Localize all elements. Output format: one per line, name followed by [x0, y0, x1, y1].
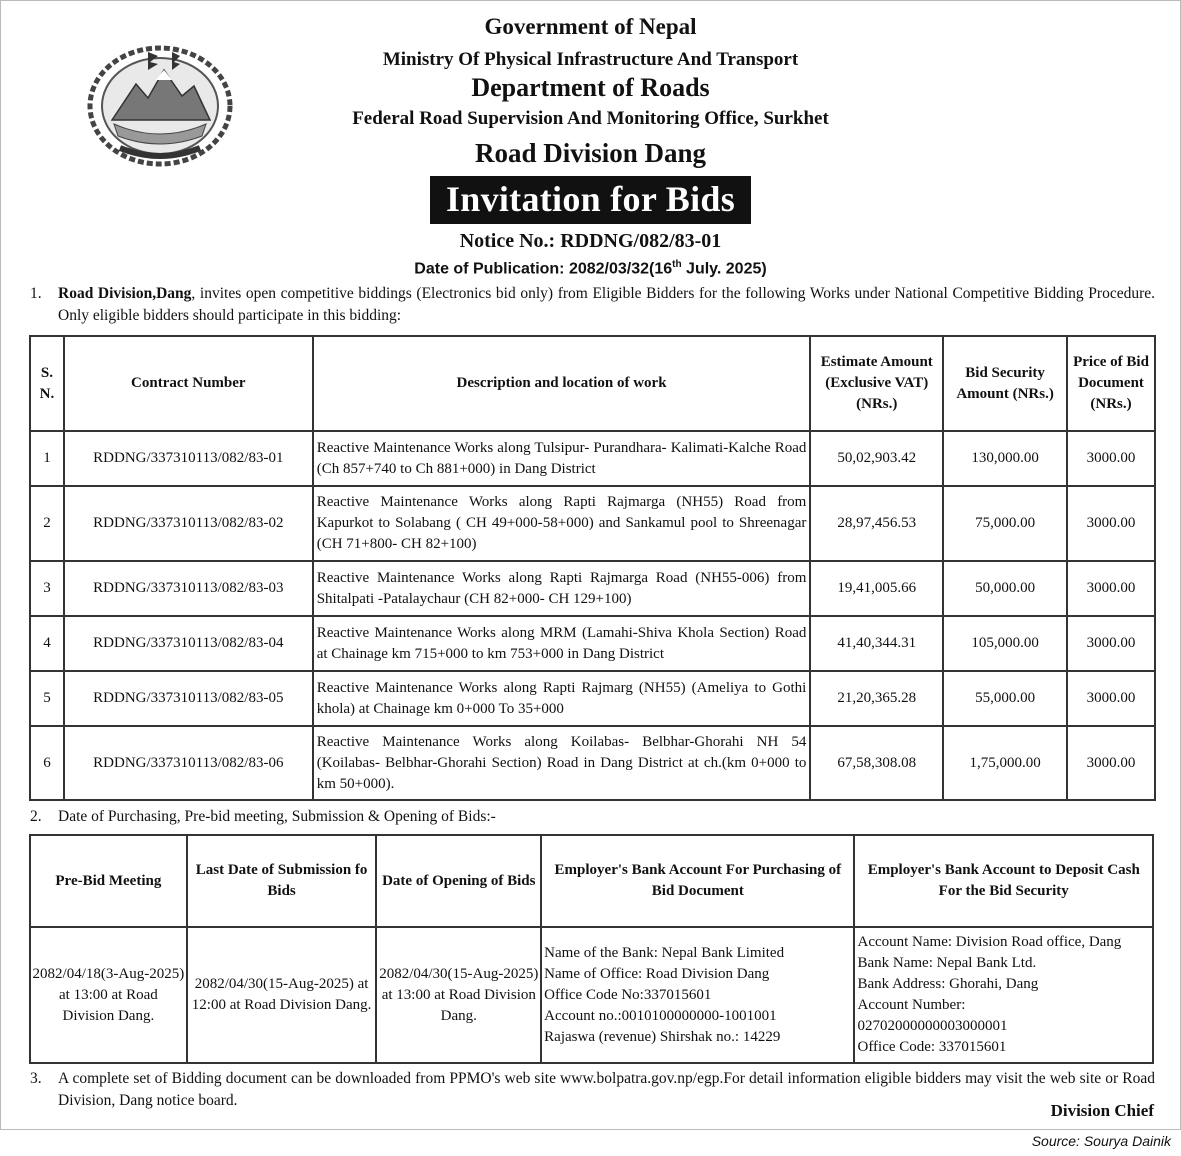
row-price: 3000.00 [1067, 431, 1155, 486]
header-sn: S. N. [30, 336, 64, 431]
row-estimate: 67,58,308.08 [810, 726, 943, 800]
row-sn: 6 [30, 726, 64, 800]
header-bid-security: Bid Security Amount (NRs.) [943, 336, 1067, 431]
office-heading: Federal Road Supervision And Monitoring Office, Surkhet [352, 108, 829, 129]
section-1 [30, 283, 1155, 329]
row-estimate: 28,97,456.53 [810, 486, 943, 561]
row-description: Reactive Maintenance Works along Rapti Rajmarga Road (NH55-006) from Shitalpati -Patalaychaur (CH 82+000- CH 129+100) [313, 561, 811, 616]
section-2 [30, 806, 1155, 828]
table-row [30, 561, 1155, 616]
table-row [30, 671, 1155, 726]
row-estimate: 50,02,903.42 [810, 431, 943, 486]
source-credit: Source: Sourya Dainik [1031, 1133, 1171, 1149]
ministry-heading: Ministry Of Physical Infrastructure And Transport [382, 49, 799, 70]
division-heading: Road Division Dang [474, 138, 707, 168]
row-description: Reactive Maintenance Works along MRM (Lamahi-Shiva Khola Section) Road at Chainage km 715+000 to km 753+000 in Dang District [313, 616, 811, 671]
row-security: 130,000.00 [943, 431, 1067, 486]
works-table-header [30, 336, 1155, 431]
table-row [30, 486, 1155, 561]
row-contract: RDDNG/337310113/082/83-05 [64, 671, 313, 726]
publication-date-sup: th [672, 259, 682, 270]
row-security: 105,000.00 [943, 616, 1067, 671]
header-estimate-amount: Estimate Amount (Exclusive VAT) (NRs.) [810, 336, 943, 431]
publication-date [0, 259, 1181, 278]
opening-date-cell: 2082/04/30(15-Aug-2025) at 13:00 at Road Division Dang. [376, 927, 541, 1063]
row-price: 3000.00 [1067, 561, 1155, 616]
header-description: Description and location of work [313, 336, 811, 431]
table-row [30, 431, 1155, 486]
purchase-account-line: Name of the Bank: Nepal Bank Limited [544, 944, 785, 961]
security-account-line: Bank Name: Nepal Bank Ltd. [857, 955, 1037, 971]
row-security: 55,000.00 [943, 671, 1067, 726]
row-contract: RDDNG/337310113/082/83-03 [64, 561, 313, 616]
security-account-cell [854, 927, 1153, 1063]
header-purchase-account: Employer's Bank Account For Purchasing of Bid Document [541, 835, 854, 927]
row-sn: 1 [30, 431, 64, 486]
row-description: Reactive Maintenance Works along Rapti Rajmarga (NH55) Road from Kapurkot to Solabang ( CH 49+000-58+000) and Sankamul pool to Shreenagar (CH 71+800- CH 82+100) [313, 486, 811, 561]
row-description: Reactive Maintenance Works along Rapti Rajmarg (NH55) (Ameliya to Gothi khola) at Chainage km 0+000 To 35+000 [313, 671, 811, 726]
row-sn: 2 [30, 486, 64, 561]
row-price: 3000.00 [1067, 486, 1155, 561]
signature-division-chief: Division Chief [1050, 1101, 1154, 1120]
works-table [29, 335, 1156, 801]
prebid-date-cell: 2082/04/18(3-Aug-2025) at 13:00 at Road Division Dang. [30, 927, 187, 1063]
row-sn: 4 [30, 616, 64, 671]
row-sn: 3 [30, 561, 64, 616]
row-security: 1,75,000.00 [943, 726, 1067, 800]
row-estimate: 21,20,365.28 [810, 671, 943, 726]
section-1-lead: Road Division,Dang [58, 285, 192, 302]
government-heading: Government of Nepal [484, 14, 697, 39]
department-heading: Department of Roads [471, 73, 710, 102]
header-last-submission-date: Last Date of Submission fo Bids [187, 835, 377, 927]
row-security: 75,000.00 [943, 486, 1067, 561]
invitation-banner: Invitation for Bids [430, 176, 751, 224]
header-opening-date: Date of Opening of Bids [376, 835, 541, 927]
table-row [30, 616, 1155, 671]
section-2-text: Date of Purchasing, Pre-bid meeting, Submission & Opening of Bids:- [58, 808, 496, 825]
section-1-number: 1. [30, 285, 42, 302]
section-2-number: 2. [30, 808, 42, 825]
row-estimate: 19,41,005.66 [810, 561, 943, 616]
publication-date-prefix: Date of Publication: 2082/03/32(16 [414, 260, 673, 278]
row-contract: RDDNG/337310113/082/83-02 [64, 486, 313, 561]
row-description: Reactive Maintenance Works along Koilabas- Belbhar-Ghorahi NH 54 (Koilabas- Belbhar-Ghorahi Section) Road in Dang District at ch.(km 0+000 to km 50+000). [313, 726, 811, 800]
table-row [30, 927, 1153, 1063]
table-row [30, 726, 1155, 800]
section-1-text [58, 283, 1155, 327]
section-1-body: , invites open competitive biddings (Electronics bid only) from Eligible Bidders for the following Works under National Competitive Bidding Procedure. Only eligible bidders should participate in this bidding: [58, 285, 1156, 324]
security-account-line: Account Name: Division Road office, Dang [857, 934, 1122, 950]
row-description: Reactive Maintenance Works along Tulsipur- Purandhara- Kalimati-Kalche Road (Ch 857+740 to Ch 881+000) in Dang District [313, 431, 811, 486]
purchase-account-line: Name of Office: Road Division Dang [544, 965, 770, 982]
row-price: 3000.00 [1067, 616, 1155, 671]
schedule-table [29, 834, 1154, 1064]
notice-number: Notice No.: RDDNG/082/83-01 [459, 230, 722, 252]
section-3-text: A complete set of Bidding document can be downloaded from PPMO's web site www.bolpatra.gov.np/egp.For detail information eligible bidders may visit the web site or Road Division, Dang notice board. [58, 1070, 1155, 1109]
row-estimate: 41,40,344.31 [810, 616, 943, 671]
purchase-account-cell [541, 927, 854, 1063]
header-contract-number: Contract Number [64, 336, 313, 431]
row-contract: RDDNG/337310113/082/83-04 [64, 616, 313, 671]
row-sn: 5 [30, 671, 64, 726]
row-contract: RDDNG/337310113/082/83-01 [64, 431, 313, 486]
security-account-line: Office Code: 337015601 [857, 1039, 1007, 1055]
purchase-account-line: Office Code No:337015601 [544, 986, 712, 1003]
schedule-table-header [30, 835, 1153, 927]
header-security-account: Employer's Bank Account to Deposit Cash For the Bid Security [854, 835, 1153, 927]
row-price: 3000.00 [1067, 726, 1155, 800]
row-price: 3000.00 [1067, 671, 1155, 726]
security-account-line: 02702000000003000001 [857, 1018, 1008, 1034]
header-prebid-meeting: Pre-Bid Meeting [30, 835, 187, 927]
purchase-account-line: Account no.:0010100000000-1001001 [544, 1007, 777, 1024]
banner-wrap [0, 176, 1181, 224]
row-contract: RDDNG/337310113/082/83-06 [64, 726, 313, 800]
section-3 [30, 1068, 1155, 1114]
section-3-number: 3. [30, 1070, 42, 1087]
security-account-line: Account Number: [857, 997, 966, 1013]
security-account-line: Bank Address: Ghorahi, Dang [857, 976, 1039, 992]
header-price-bid-document: Price of Bid Document (NRs.) [1067, 336, 1155, 431]
row-security: 50,000.00 [943, 561, 1067, 616]
publication-date-suffix: July. 2025) [681, 260, 767, 278]
submission-date-cell: 2082/04/30(15-Aug-2025) at 12:00 at Road Division Dang. [187, 927, 377, 1063]
purchase-account-line: Rajaswa (revenue) Shirshak no.: 14229 [544, 1028, 781, 1045]
